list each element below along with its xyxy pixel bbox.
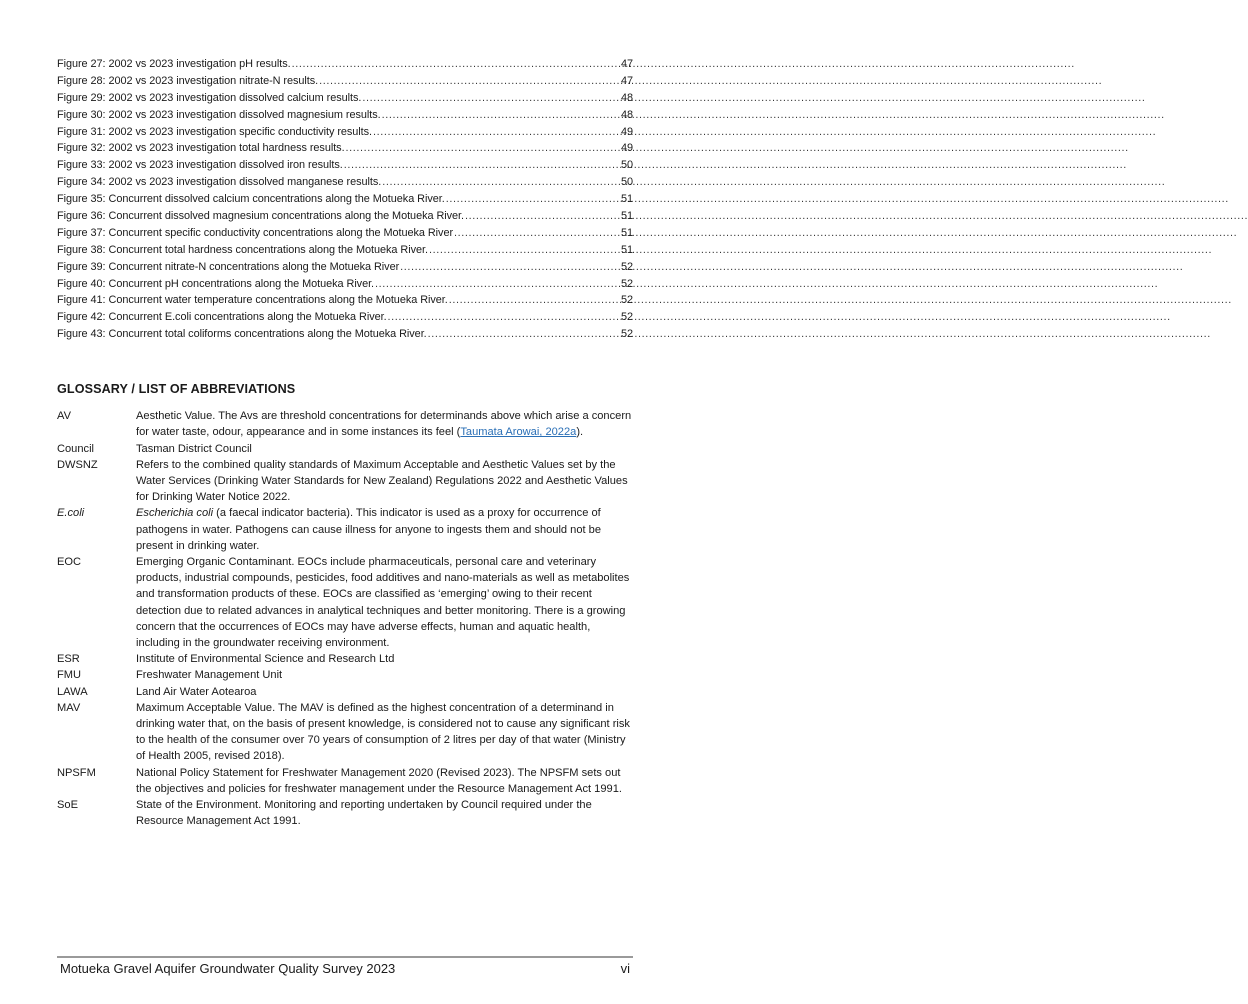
toc-entry-page: 49 xyxy=(620,125,633,138)
glossary-term: AV xyxy=(57,410,71,423)
definition-text-end: ). xyxy=(576,426,584,439)
toc-leader-dots xyxy=(446,193,620,205)
toc-leader-dots xyxy=(344,159,620,171)
toc-entry-page: 51 xyxy=(620,210,633,223)
toc-leader-dots xyxy=(292,58,620,70)
glossary-entry xyxy=(57,684,633,700)
toc-leader-dots xyxy=(454,227,620,239)
toc-entry[interactable] xyxy=(57,126,633,143)
toc-leader-dots xyxy=(375,278,620,290)
toc-entry-label: Figure 36: Concurrent dissolved magnesium concentrations along the Motueka River. xyxy=(57,210,464,223)
glossary-entry xyxy=(57,667,633,683)
table-of-figures xyxy=(57,58,633,345)
glossary-entry xyxy=(57,554,633,651)
toc-entry[interactable] xyxy=(57,294,633,311)
glossary-definition: Tasman District Council xyxy=(136,442,252,455)
toc-entry-label: Figure 37: Concurrent specific conductivity concentrations along the Motueka River xyxy=(57,226,454,239)
toc-entry[interactable] xyxy=(57,75,633,92)
toc-entry-label: Figure 27: 2002 vs 2023 investigation pH results. xyxy=(57,58,291,70)
toc-entry-page: 47 xyxy=(620,74,633,87)
toc-entry[interactable] xyxy=(57,142,633,159)
toc-entry[interactable] xyxy=(57,210,633,227)
toc-entry[interactable] xyxy=(57,159,633,176)
glossary-definition: Maximum Acceptable Value. The MAV is defined as the highest concentration of a determinand in drinking water that, on the basis of present knowledge, is considered not to cause any significant risk to the health of the consumer over 70 years of consumption of 2 litres per day of that water (Ministry of Health 2005, revised 2018). xyxy=(136,701,630,763)
toc-entry-label: Figure 40: Concurrent pH concentrations along the Motueka River. xyxy=(57,277,375,290)
toc-entry[interactable] xyxy=(57,328,633,345)
glossary-entry xyxy=(57,651,633,667)
toc-entry-label: Figure 31: 2002 vs 2023 investigation specific conductivity results. xyxy=(57,125,373,138)
toc-entry-page: 48 xyxy=(620,91,633,104)
glossary-definition: Emerging Organic Contaminant. EOCs include pharmaceuticals, personal care and veterinary products, industrial compounds, pesticides, food additives and nano-materials as well as metabolites and transformation products of these. EOCs are classified as ‘emerging’ owing to their recent detection due to related advances in analytical techniques and better monitoring. There is a growing concern that the occurrences of EOCs may have adverse effects, human and aquatic health, including in the groundwater receiving environment. xyxy=(136,555,630,649)
toc-entry-label: Figure 32: 2002 vs 2023 investigation total hardness results. xyxy=(57,142,345,155)
glossary-definition: State of the Environment. Monitoring and reporting undertaken by Council required under the Resource Management Act 1991. xyxy=(136,799,592,828)
glossary-definition: Land Air Water Aotearoa xyxy=(136,685,257,698)
document-page xyxy=(57,58,633,829)
toc-leader-dots xyxy=(465,210,620,222)
toc-entry-page: 50 xyxy=(620,176,633,189)
page-footer xyxy=(60,961,630,976)
page-number: vi xyxy=(620,961,630,976)
glossary-term: SoE xyxy=(57,799,78,812)
toc-leader-dots xyxy=(319,75,620,87)
glossary-definition xyxy=(136,505,632,554)
toc-entry[interactable] xyxy=(57,58,633,75)
toc-leader-dots xyxy=(346,142,620,154)
toc-leader-dots xyxy=(388,311,620,323)
toc-entry-label: Figure 35: Concurrent dissolved calcium concentrations along the Motueka River. xyxy=(57,193,445,206)
toc-entry-page: 47 xyxy=(620,58,633,70)
glossary-definition: National Policy Statement for Freshwater Management 2020 (Revised 2023). The NPSFM sets out the objectives and policies for freshwater management under the Resource Management Act 1991. xyxy=(136,766,622,795)
toc-entry[interactable] xyxy=(57,261,633,278)
definition-text: Aesthetic Value. The Avs are threshold concentrations for determinands above which arise a concern for water taste, odour, appearance and in some instances its feel ( xyxy=(136,410,632,439)
glossary-definition: Institute of Environmental Science and Research Ltd xyxy=(136,653,395,666)
glossary-term: DWSNZ xyxy=(57,458,98,471)
glossary-definition: Refers to the combined quality standards of Maximum Acceptable and Aesthetic Values set by the Water Services (Drinking Water Standards for New Zealand) Regulations 2022 and Aesthetic Values for Drinking Water Notice 2022. xyxy=(136,458,628,504)
toc-entry-label: Figure 41: Concurrent water temperature concentrations along the Motueka River. xyxy=(57,294,448,307)
glossary-term: NPSFM xyxy=(57,766,96,779)
glossary-entry xyxy=(57,408,633,440)
toc-entry-label: Figure 28: 2002 vs 2023 investigation nitrate-N results. xyxy=(57,74,319,87)
toc-entry[interactable] xyxy=(57,227,633,244)
toc-leader-dots xyxy=(382,176,620,188)
toc-entry[interactable] xyxy=(57,92,633,109)
toc-entry-label: Figure 42: Concurrent E.coli concentrations along the Motueka River. xyxy=(57,311,387,324)
toc-entry-label: Figure 34: 2002 vs 2023 investigation dissolved manganese results. xyxy=(57,176,382,189)
glossary-definition xyxy=(136,408,632,440)
toc-entry-label: Figure 29: 2002 vs 2023 investigation dissolved calcium results. xyxy=(57,91,362,104)
glossary-entry xyxy=(57,797,633,829)
toc-leader-dots xyxy=(429,244,620,256)
glossary-entry xyxy=(57,765,633,797)
toc-entry[interactable] xyxy=(57,311,633,328)
toc-entry-page: 52 xyxy=(620,311,633,324)
definition-text: (a faecal indicator bacteria). This indicator is used as a proxy for occurrence of pathogens in water. Pathogens can cause illness for anyone to ingests them and should not be present in drinking water. xyxy=(136,507,602,552)
toc-entry-page: 48 xyxy=(620,108,633,121)
toc-leader-dots xyxy=(373,126,620,138)
glossary-term: E.coli xyxy=(57,507,85,520)
toc-entry-page: 51 xyxy=(620,193,633,206)
glossary-term: LAWA xyxy=(57,685,88,698)
footer-divider xyxy=(57,956,633,958)
toc-entry-page: 52 xyxy=(620,294,633,307)
toc-leader-dots xyxy=(400,261,620,273)
species-name: Escherichia coli xyxy=(136,507,214,520)
toc-leader-dots xyxy=(362,92,620,104)
toc-entry-label: Figure 38: Concurrent total hardness concentrations along the Motueka River. xyxy=(57,243,428,256)
toc-leader-dots xyxy=(428,328,620,340)
toc-entry-label: Figure 39: Concurrent nitrate-N concentrations along the Motueka River xyxy=(57,260,400,273)
toc-leader-dots xyxy=(449,294,620,306)
glossary-entry xyxy=(57,441,633,457)
glossary-term: EOC xyxy=(57,555,82,568)
toc-leader-dots xyxy=(382,109,620,121)
toc-entry-page: 51 xyxy=(620,243,633,256)
glossary-entry xyxy=(57,505,633,554)
toc-entry-label: Figure 33: 2002 vs 2023 investigation dissolved iron results. xyxy=(57,159,343,172)
glossary-term: Council xyxy=(57,442,94,455)
glossary-term: ESR xyxy=(57,653,80,666)
citation-link[interactable]: Taumata Arowai, 2022a xyxy=(460,426,577,439)
toc-entry-page: 49 xyxy=(620,142,633,155)
glossary-list xyxy=(57,408,633,829)
toc-entry-label: Figure 30: 2002 vs 2023 investigation dissolved magnesium results. xyxy=(57,108,381,121)
toc-entry-page: 52 xyxy=(620,328,633,341)
toc-entry[interactable] xyxy=(57,176,633,193)
toc-entry[interactable] xyxy=(57,193,633,210)
footer-title: Motueka Gravel Aquifer Groundwater Quality Survey 2023 xyxy=(60,961,396,976)
toc-entry-page: 50 xyxy=(620,159,633,172)
toc-entry-page: 52 xyxy=(620,260,633,273)
glossary-definition: Freshwater Management Unit xyxy=(136,669,283,682)
toc-entry-page: 51 xyxy=(620,226,633,239)
glossary-heading: GLOSSARY / LIST OF ABBREVIATIONS xyxy=(57,382,296,397)
glossary-entry xyxy=(57,457,633,506)
toc-entry[interactable] xyxy=(57,109,633,126)
glossary-entry xyxy=(57,700,633,765)
glossary-term: FMU xyxy=(57,669,82,682)
glossary-term: MAV xyxy=(57,701,81,714)
toc-entry-page: 52 xyxy=(620,277,633,290)
toc-entry[interactable] xyxy=(57,278,633,295)
toc-entry-label: Figure 43: Concurrent total coliforms concentrations along the Motueka River. xyxy=(57,328,427,341)
toc-entry[interactable] xyxy=(57,244,633,261)
